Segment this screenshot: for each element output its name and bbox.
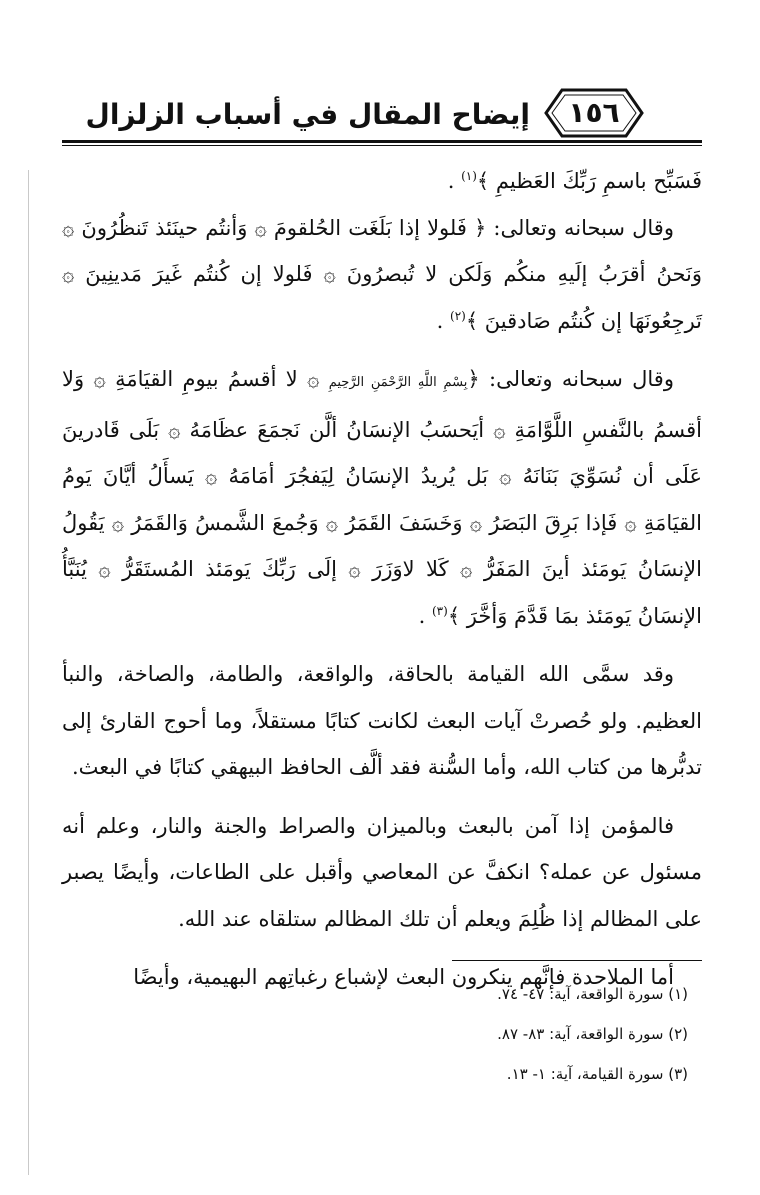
quran-quote: فَسَبِّح باسمِ رَبِّكَ العَظيمِ ﴾ [476, 169, 702, 193]
footnote: (١) سورة الواقعة، آية: ٤٧- ٧٤. [497, 985, 688, 1003]
header-rule [62, 140, 702, 143]
page-header [0, 0, 760, 150]
footnote-separator [452, 960, 702, 961]
paragraph [62, 205, 702, 345]
quote-intro: وقال سبحانه وتعالى: ﴿ [467, 367, 674, 391]
page-number-badge [540, 84, 648, 142]
paragraph: أما الملاحدة فإنَّهم ينكرون البعث لإشباع رغباتِهم البهيمية، وأيضًا [133, 965, 674, 989]
paragraph-end: . [436, 308, 450, 333]
basmala-calligraphy: بِسْمِ اللَّهِ الرَّحْمَنِ الرَّحِيمِ [328, 375, 468, 390]
paragraph-end: . [447, 169, 462, 193]
book-title: إيضاح المقال في أسباب الزلزال [85, 98, 530, 131]
main-text [62, 158, 702, 1001]
footnote: (٣) سورة القيامة، آية: ١- ١٣. [506, 1065, 688, 1083]
footnote-ref: (٢) [450, 308, 466, 323]
quran-quote: ۞ لا أقسمُ بيومِ القيَامَةِ ۞ وَلا أقسمُ بالنَّفسِ اللَّوَّامَةِ ۞ أيَحسَبُ الإنسَانُ ألَّن نَجمَعَ عظَامَهُ ۞ بَلَى قَادرينَ عَلَى أن نُسَوِّيَ بَنَانَهُ ۞ بَل يُريدُ الإنسَانُ لِيَفجُرَ أمَامَهُ ۞ يَسأَلُ أيَّانَ يَومُ القيَامَةِ ۞ فَإذا بَرِقَ البَصَرُ ۞ وَخَسَفَ القَمَرُ ۞ وَجُمعَ الشَّمسُ وَالقَمَرُ ۞ يَقُولُ الإنسَانُ يَومَئذ أينَ المَفَرُّ ۞ كَلا لاوَزَرَ ۞ إلَى رَبِّكَ يَومَئذ المُستَقَرُّ ۞ يُنَبَّأُ الإنسَانُ يَومَئذ بمَا قَدَّمَ وَأخَّرَ ﴾ [62, 367, 702, 628]
paragraph [62, 158, 702, 205]
footnotes [62, 974, 702, 1094]
footnote: (٢) سورة الواقعة، آية: ٨٣- ٨٧. [497, 1025, 688, 1043]
paragraph: وقد سمَّى الله القيامة بالحاقة، والواقعة، والطامة، والصاخة، والنبأ العظيم. ولو حُصرتْ آيات البعث لكانت كتابًا مستقلاً، وما أحوج القارئ إلى تدبُّرها من كتاب الله، وأما السُّنة فقد ألَّف الحافظ البيهقي كتابًا في البعث. [62, 662, 702, 779]
quran-quote: وقال سبحانه وتعالى: ﴿ فَلولا إذا بَلَغَت الحُلقومَ ۞ وَأنتُم حينَئذ تَنظُرُونَ ۞ وَنَحنُ أقرَبُ إلَيهِ منكُم وَلَكن لا تُبصرُونَ ۞ فَلولا إن كُنتُم غَيرَ مَدينِينَ ۞ تَرجِعُونَهَا إن كُنتُم صَادقينَ ﴾ [62, 215, 702, 333]
paragraph: فالمؤمن إذا آمن بالبعث وبالميزان والصراط والجنة والنار، وعلم أنه مسئول عن عمله؟ انكفَّ عن المعاصي وأقبل على الطاعات، وأيضًا يصبر على المظالم إذا ظُلِمَ ويعلم أن تلك المظالم ستلقاه عند الله. [62, 813, 702, 931]
footnote-ref: (٣) [431, 603, 448, 618]
paragraph [62, 356, 702, 639]
footnote-ref: (١) [461, 169, 477, 183]
page-number: ١٥٦ [568, 96, 620, 129]
paragraph-end: . [418, 603, 432, 628]
header-rule-thin [62, 145, 702, 146]
page-gutter-line [28, 170, 29, 1175]
